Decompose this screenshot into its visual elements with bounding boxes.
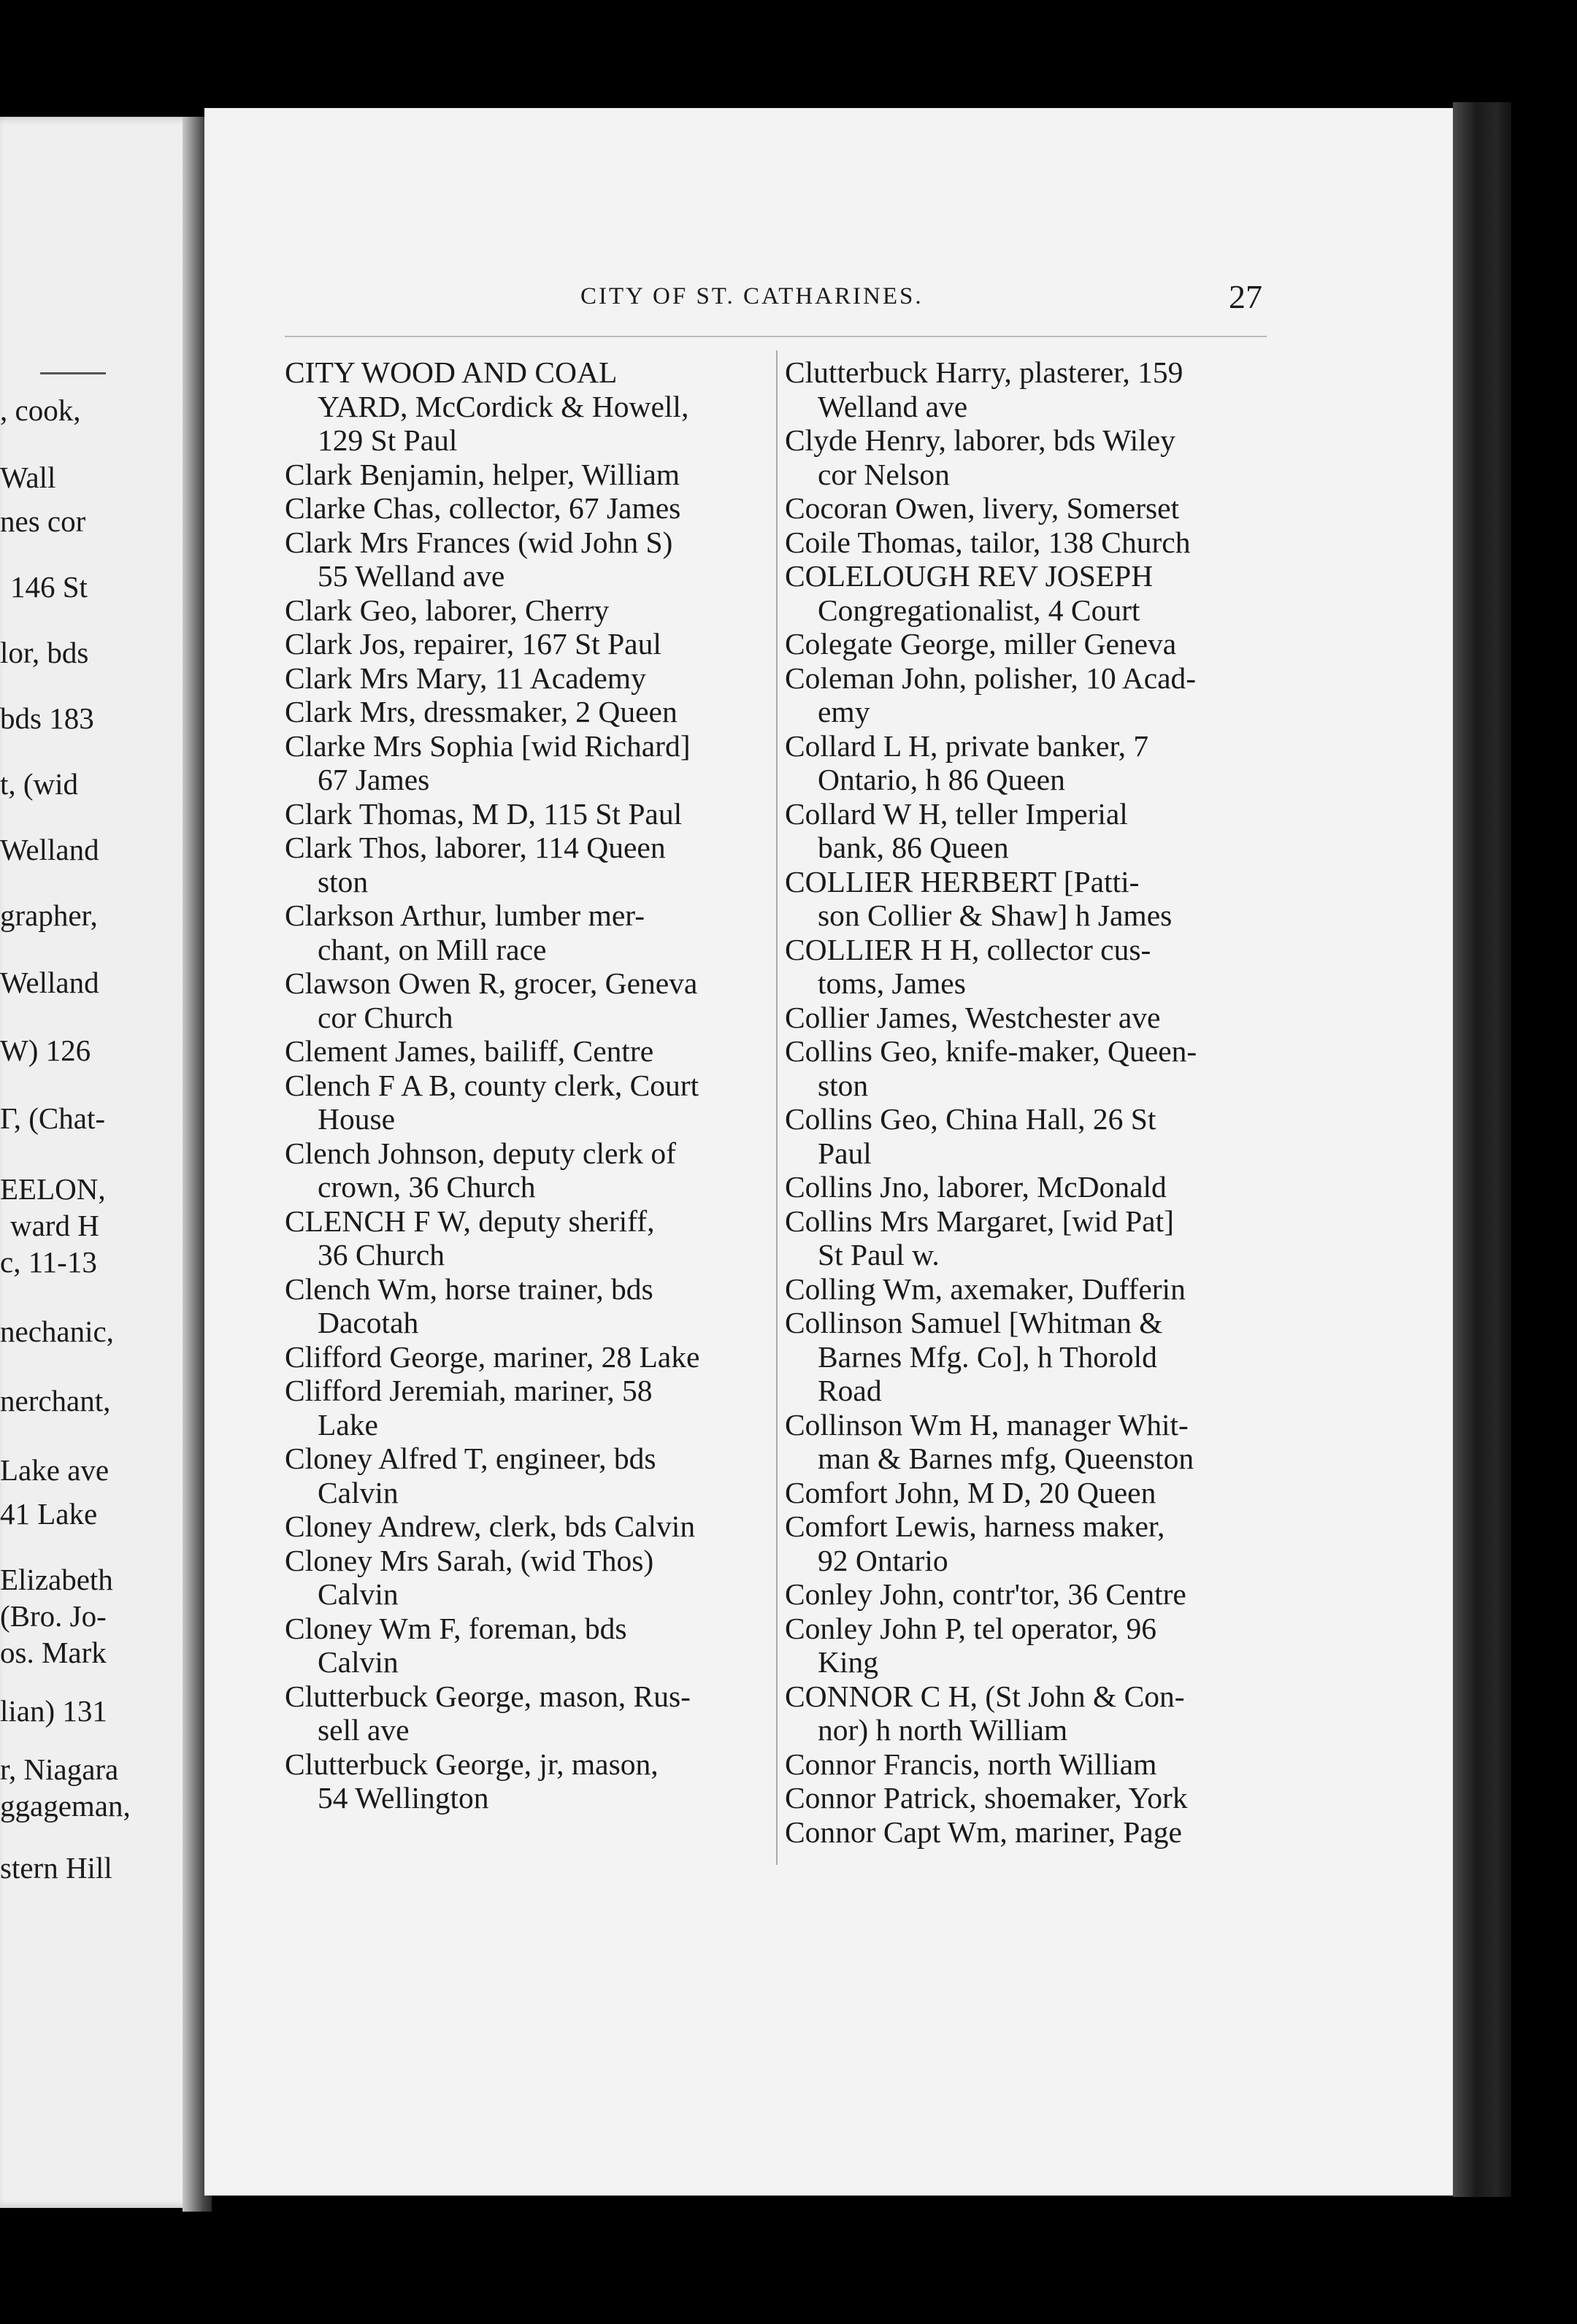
entry-line: Collard W H, teller Imperial bbox=[785, 796, 1128, 831]
entry-line: Clench F A B, county clerk, Court bbox=[285, 1068, 699, 1102]
entry-continuation: chant, on Mill race bbox=[318, 932, 547, 966]
left-page-fragment: ggageman, bbox=[0, 1789, 131, 1823]
entry-continuation: Calvin bbox=[318, 1577, 399, 1611]
entry-continuation: nor) h north William bbox=[818, 1713, 1068, 1747]
directory-entry bbox=[785, 526, 1270, 560]
entry-continuation: King bbox=[818, 1645, 878, 1679]
entry-continuation: Calvin bbox=[318, 1475, 399, 1509]
entry-continuation: ston bbox=[818, 1068, 869, 1102]
entry-continuation: 92 Ontario bbox=[818, 1543, 948, 1577]
book-edge bbox=[1453, 102, 1511, 2197]
entry-continuation: 54 Wellington bbox=[318, 1781, 489, 1815]
entry-line: Clutterbuck George, mason, Rus- bbox=[285, 1679, 691, 1713]
left-page-rule bbox=[40, 372, 106, 374]
directory-entry bbox=[785, 1815, 1270, 1850]
directory-entry bbox=[285, 1374, 768, 1442]
directory-entry bbox=[785, 1612, 1270, 1679]
directory-entry bbox=[785, 1034, 1270, 1102]
entry-continuation: House bbox=[318, 1102, 396, 1136]
entry-line: Clarke Chas, collector, 67 James bbox=[285, 491, 681, 525]
entry-continuation: crown, 36 Church bbox=[318, 1170, 536, 1204]
entry-continuation: Paul bbox=[818, 1136, 872, 1170]
entry-line: COLLIER HERBERT [Patti- bbox=[785, 864, 1140, 899]
directory-entry bbox=[285, 695, 768, 729]
entry-continuation: YARD, McCordick & Howell, bbox=[318, 389, 689, 423]
entry-line: Colegate George, miller Geneva bbox=[785, 627, 1177, 661]
directory-entry bbox=[785, 1577, 1270, 1612]
directory-entry bbox=[785, 1170, 1270, 1204]
entry-line: Clark Geo, laborer, Cherry bbox=[285, 593, 610, 627]
directory-entry bbox=[785, 355, 1270, 423]
entry-line: Clyde Henry, laborer, bds Wiley bbox=[785, 423, 1175, 457]
left-page-fragment: Welland bbox=[0, 966, 99, 999]
left-page-fragment: t, (wid bbox=[0, 767, 79, 801]
entry-line: Clifford George, mariner, 28 Lake bbox=[285, 1339, 700, 1374]
directory-entry bbox=[285, 458, 768, 492]
directory-entry bbox=[285, 831, 768, 899]
entry-continuation: Dacotah bbox=[318, 1306, 419, 1339]
entry-line: Cloney Mrs Sarah, (wid Thos) bbox=[285, 1543, 654, 1577]
entry-line: CLENCH F W, deputy sheriff, bbox=[285, 1204, 655, 1238]
entry-line: Clarkson Arthur, lumber mer- bbox=[285, 899, 645, 932]
running-header: CITY OF ST. CATHARINES. bbox=[580, 283, 924, 309]
left-page-fragment: 146 St bbox=[10, 570, 88, 604]
directory-entry bbox=[785, 1204, 1270, 1272]
entry-line: Conley John, contr'tor, 36 Centre bbox=[785, 1577, 1186, 1611]
directory-entry bbox=[785, 865, 1270, 933]
entry-line: Clarke Mrs Sophia [wid Richard] bbox=[285, 728, 691, 763]
entry-continuation: Lake bbox=[318, 1407, 378, 1442]
entry-continuation: 129 St Paul bbox=[318, 423, 458, 457]
entry-continuation: 55 Welland ave bbox=[318, 559, 505, 593]
entry-line: Clark Jos, repairer, 167 St Paul bbox=[285, 627, 661, 661]
left-page-fragment: os. Mark bbox=[0, 1636, 107, 1669]
entry-line: Collins Geo, knife-maker, Queen- bbox=[785, 1034, 1197, 1068]
entry-line: COLLIER H H, collector cus- bbox=[785, 932, 1151, 966]
directory-entry bbox=[285, 899, 768, 966]
directory-entry bbox=[785, 933, 1270, 1001]
directory-entry bbox=[785, 1781, 1270, 1815]
directory-entry bbox=[785, 491, 1270, 526]
entry-line: Cloney Andrew, clerk, bds Calvin bbox=[285, 1509, 696, 1543]
entry-line: Clark Benjamin, helper, William bbox=[285, 457, 680, 491]
left-page-fragment: nechanic, bbox=[0, 1315, 114, 1348]
entry-line: Connor Francis, north William bbox=[785, 1747, 1157, 1781]
left-page-fragment: W) 126 bbox=[0, 1034, 91, 1067]
page-number: 27 bbox=[1229, 278, 1262, 315]
entry-continuation: Welland ave bbox=[818, 389, 968, 423]
left-page-fragment: grapher, bbox=[0, 899, 98, 932]
left-page-fragment: Lake ave bbox=[0, 1453, 110, 1487]
left-page-fragment: 41 Lake bbox=[0, 1497, 98, 1531]
directory-entry bbox=[285, 1747, 768, 1815]
directory-entry bbox=[285, 729, 768, 797]
directory-entry bbox=[785, 1408, 1270, 1476]
directory-entry bbox=[285, 491, 768, 526]
entry-line: Collinson Samuel [Whitman & bbox=[785, 1306, 1163, 1339]
directory-entry bbox=[785, 1102, 1270, 1170]
entry-line: CITY WOOD AND COAL bbox=[285, 355, 618, 389]
entry-continuation: Road bbox=[818, 1374, 882, 1407]
directory-entry bbox=[285, 1612, 768, 1679]
directory-entry bbox=[785, 559, 1270, 627]
entry-continuation: 67 James bbox=[318, 763, 430, 796]
header-rule bbox=[285, 336, 1267, 337]
entry-line: Connor Capt Wm, mariner, Page bbox=[785, 1815, 1182, 1849]
directory-entry bbox=[285, 355, 768, 458]
entry-line: Clench Wm, horse trainer, bds bbox=[285, 1271, 653, 1306]
entry-continuation: man & Barnes mfg, Queenston bbox=[818, 1442, 1194, 1475]
left-page-fragment: stern Hill bbox=[0, 1851, 112, 1885]
left-page-fragment: ward H bbox=[10, 1209, 99, 1242]
entry-line: Collins Geo, China Hall, 26 St bbox=[785, 1102, 1156, 1136]
entry-continuation: bank, 86 Queen bbox=[818, 831, 1009, 864]
directory-entry bbox=[785, 627, 1270, 661]
directory-entry bbox=[785, 1272, 1270, 1307]
entry-line: Cocoran Owen, livery, Somerset bbox=[785, 491, 1180, 525]
entry-line: Collins Jno, laborer, McDonald bbox=[785, 1170, 1167, 1204]
entry-continuation: ston bbox=[318, 864, 369, 899]
left-page-fragment: (Bro. Jo- bbox=[0, 1599, 107, 1633]
left-page-fragment: nerchant, bbox=[0, 1384, 111, 1417]
entry-continuation: Ontario, h 86 Queen bbox=[818, 763, 1065, 796]
entry-line: Clark Mrs, dressmaker, 2 Queen bbox=[285, 695, 678, 728]
entry-line: Clark Mrs Frances (wid John S) bbox=[285, 525, 673, 559]
entry-line: Cloney Alfred T, engineer, bds bbox=[285, 1442, 656, 1475]
left-page-fragment: Welland bbox=[0, 833, 99, 866]
left-page-fragment: lian) 131 bbox=[0, 1694, 107, 1728]
directory-entry bbox=[285, 593, 768, 628]
entry-line: Clark Thomas, M D, 115 St Paul bbox=[285, 796, 683, 831]
entry-line: Connor Patrick, shoemaker, York bbox=[785, 1781, 1188, 1815]
directory-entry bbox=[285, 1509, 768, 1544]
entry-continuation: 36 Church bbox=[318, 1238, 445, 1271]
directory-entry bbox=[285, 1544, 768, 1612]
directory-entry bbox=[785, 797, 1270, 865]
entry-continuation: cor Church bbox=[318, 1000, 453, 1034]
entry-line: Clark Mrs Mary, 11 Academy bbox=[285, 661, 646, 695]
entry-line: Comfort Lewis, harness maker, bbox=[785, 1509, 1165, 1543]
left-page-fragment: Γ, (Chat- bbox=[0, 1101, 106, 1135]
left-page-fragment: r, Niagara bbox=[0, 1752, 119, 1786]
left-page-fragment: EELON, bbox=[0, 1172, 106, 1206]
entry-continuation: sell ave bbox=[318, 1713, 410, 1747]
left-page-fragment: Elizabeth bbox=[0, 1563, 113, 1596]
directory-entry bbox=[285, 1136, 768, 1204]
directory-entry bbox=[285, 627, 768, 661]
entry-line: Coile Thomas, tailor, 138 Church bbox=[785, 525, 1191, 559]
entry-line: Collard L H, private banker, 7 bbox=[785, 728, 1149, 763]
directory-entry bbox=[285, 1272, 768, 1340]
directory-entry bbox=[285, 526, 768, 593]
entry-line: COLELOUGH REV JOSEPH bbox=[785, 559, 1154, 593]
directory-entry bbox=[285, 1069, 768, 1136]
left-page-fragment: lor, bds bbox=[0, 636, 89, 669]
entry-line: Collier James, Westchester ave bbox=[785, 1000, 1161, 1034]
left-page-fragment: nes cor bbox=[0, 504, 86, 538]
directory-column-right bbox=[785, 355, 1270, 1849]
left-page-fragment: , cook, bbox=[0, 393, 81, 427]
entry-line: Clifford Jeremiah, mariner, 58 bbox=[285, 1374, 653, 1407]
entry-line: CONNOR C H, (St John & Con- bbox=[785, 1679, 1185, 1713]
entry-continuation: St Paul w. bbox=[818, 1238, 940, 1271]
left-page-fragment: bds 183 bbox=[0, 701, 94, 735]
directory-entry bbox=[785, 423, 1270, 491]
left-page-fragment: Wall bbox=[0, 461, 56, 494]
directory-entry bbox=[285, 661, 768, 696]
entry-line: Comfort John, M D, 20 Queen bbox=[785, 1475, 1156, 1509]
entry-line: Clark Thos, laborer, 114 Queen bbox=[285, 831, 666, 864]
column-divider bbox=[776, 350, 778, 1865]
entry-line: Collinson Wm H, manager Whit- bbox=[785, 1407, 1189, 1442]
entry-line: Collins Mrs Margaret, [wid Pat] bbox=[785, 1204, 1174, 1238]
entry-line: Conley John P, tel operator, 96 bbox=[785, 1611, 1156, 1645]
directory-entry bbox=[785, 1747, 1270, 1782]
directory-entry bbox=[785, 729, 1270, 797]
directory-entry bbox=[285, 1340, 768, 1374]
entry-continuation: Congregationalist, 4 Court bbox=[818, 593, 1140, 627]
entry-line: Colling Wm, axemaker, Dufferin bbox=[785, 1271, 1186, 1306]
entry-line: Clawson Owen R, grocer, Geneva bbox=[285, 966, 698, 1000]
directory-entry bbox=[785, 1679, 1270, 1747]
entry-continuation: emy bbox=[818, 695, 870, 728]
entry-line: Clement James, bailiff, Centre bbox=[285, 1034, 654, 1068]
entry-continuation: toms, James bbox=[818, 966, 966, 1000]
directory-entry bbox=[285, 1204, 768, 1272]
entry-line: Cloney Wm F, foreman, bds bbox=[285, 1611, 627, 1645]
entry-continuation: cor Nelson bbox=[818, 457, 950, 491]
directory-column-left bbox=[285, 355, 768, 1815]
directory-entry bbox=[285, 1442, 768, 1509]
left-page-fragment: c, 11-13 bbox=[0, 1245, 97, 1279]
directory-entry bbox=[285, 797, 768, 831]
entry-line: Clutterbuck Harry, plasterer, 159 bbox=[785, 355, 1183, 389]
directory-entry bbox=[785, 661, 1270, 729]
entry-line: Clutterbuck George, jr, mason, bbox=[285, 1747, 659, 1781]
entry-line: Clench Johnson, deputy clerk of bbox=[285, 1136, 676, 1170]
directory-entry bbox=[785, 1001, 1270, 1035]
entry-continuation: Barnes Mfg. Co], h Thorold bbox=[818, 1339, 1157, 1374]
directory-entry bbox=[285, 966, 768, 1034]
directory-entry bbox=[785, 1306, 1270, 1408]
entry-line: Coleman John, polisher, 10 Acad- bbox=[785, 661, 1197, 695]
entry-continuation: Calvin bbox=[318, 1645, 399, 1679]
directory-entry bbox=[285, 1679, 768, 1747]
directory-entry bbox=[785, 1509, 1270, 1577]
directory-entry bbox=[285, 1034, 768, 1069]
entry-continuation: son Collier & Shaw] h James bbox=[818, 899, 1173, 932]
directory-entry bbox=[785, 1476, 1270, 1510]
left-page bbox=[0, 117, 208, 2208]
